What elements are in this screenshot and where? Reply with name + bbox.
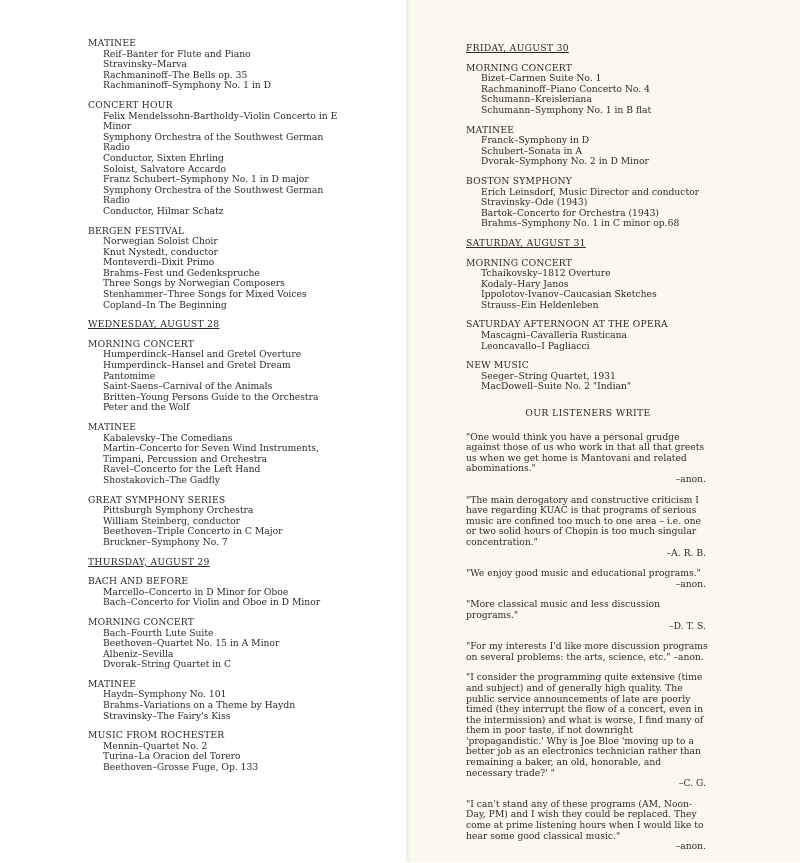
- program-item: Rachmaninoff–Piano Concerto No. 4: [481, 83, 650, 95]
- program-item: Beethoven–Triple Concerto in C Major: [103, 526, 283, 538]
- program-block: [88, 340, 338, 414]
- program-heading: MUSIC FROM ROCHESTER: [88, 730, 225, 742]
- program-item: Brahms–Symphony No. 1 in C minor op.68: [481, 218, 680, 230]
- program-block: [88, 731, 338, 773]
- program-item: Leoncavallo–I Pagliacci: [481, 340, 590, 352]
- program-heading: MORNING CONCERT: [88, 616, 195, 628]
- program-block: [466, 64, 710, 117]
- program-item: Symphony Orchestra of the Southwest German Radio: [103, 131, 324, 154]
- date-heading: WEDNESDAY, AUGUST 28: [88, 319, 220, 331]
- program-item: Kodaly–Hary Janos: [481, 278, 569, 290]
- program-item: Beethoven–Grosse Fuge, Op. 133: [103, 762, 259, 774]
- program-item: Franz Schubert–Symphony No. 1 in D major: [103, 174, 309, 186]
- program-item: Bartok–Concerto for Orchestra (1943): [481, 207, 660, 219]
- program-heading: MATINEE: [88, 422, 137, 433]
- program-block: [88, 101, 338, 218]
- program-item: Martin–Concerto for Seven Wind Instruments, Timpani, Percussion and Orchestra: [103, 443, 320, 465]
- listener-letter: [466, 569, 710, 590]
- listeners-title: OUR LISTENERS WRITE: [525, 408, 651, 420]
- page-gutter: [406, 0, 410, 862]
- program-item: Turina–La Oracion del Torero: [103, 751, 241, 763]
- program-item: Reif–Banter for Flute and Piano: [103, 48, 251, 60]
- letter-text: "More classical music and less discussion programs.": [466, 599, 661, 621]
- listener-letter: [466, 642, 710, 663]
- letter-text: "One would think you have a personal grudge against those of us who work in that all that greets us when we get home is Mantovani and related abominations.": [466, 431, 705, 475]
- letter-attribution: –C. G.: [678, 778, 706, 790]
- program-item: Three Songs by Norwegian Composers: [103, 278, 285, 290]
- listener-letter: [466, 800, 710, 853]
- program-item: Franck–Symphony in D: [481, 135, 590, 147]
- program-heading: SATURDAY AFTERNOON AT THE OPERA: [466, 319, 668, 331]
- program-item: Britten–Young Persons Guide to the Orchestra: [103, 391, 319, 403]
- program-item: Kabalevsky–The Comedians: [103, 432, 233, 444]
- program-block: [88, 39, 338, 92]
- program-item: Peter and the Wolf: [103, 402, 190, 414]
- program-item: Monteverdi–Dixit Primo: [103, 257, 215, 269]
- program-heading: CONCERT HOUR: [88, 99, 173, 111]
- program-block: [466, 177, 710, 230]
- program-item: Schumann–Symphony No. 1 in B flat: [481, 104, 652, 116]
- program-item: Rachmaninoff–Symphony No. 1 in D: [103, 80, 271, 92]
- program-heading: MATINEE: [88, 678, 137, 690]
- program-item: Bach–Concerto for Violin and Oboe in D Minor: [103, 597, 321, 609]
- program-block: [88, 496, 338, 549]
- letters-list: [466, 433, 710, 853]
- program-block: [88, 618, 338, 671]
- program-item: Seeger–String Quartet, 1931: [481, 370, 616, 382]
- listener-letter: [466, 433, 710, 486]
- letter-text: "We enjoy good music and educational programs.": [466, 568, 701, 580]
- program-item: Bach–Fourth Lute Suite: [103, 627, 214, 639]
- program-item: Bizet–Carmen Suite No. 1: [481, 73, 602, 85]
- program-heading: BACH AND BEFORE: [88, 576, 189, 588]
- program-item: Brahms–Variations on a Theme by Haydn: [103, 700, 296, 712]
- program-heading: BOSTON SYMPHONY: [466, 175, 572, 187]
- letter-text: "I consider the programming quite extensive (time and subject) and of generally high quality. The public service announcements of late are poorly timed (they interrupt the flow of a concert, even in the intermission) and what is worse, I find many of them in poor taste, if not downright 'propagandistic.' Why is Joe Bloe 'moving up to a better job as an electronics technician rather than remaining a baker, an old, honorable, and necessary trade?' ": [466, 672, 704, 779]
- program-item: MacDowell–Suite No. 2 "Indian": [481, 381, 632, 393]
- program-block: [466, 320, 710, 352]
- date-heading: THURSDAY, AUGUST 29: [88, 556, 210, 568]
- program-heading: MORNING CONCERT: [466, 257, 573, 269]
- program-heading: NEW MUSIC: [466, 360, 530, 372]
- program-item: Mascagni–Cavalleria Rusticana: [481, 330, 627, 342]
- program-item: William Steinberg, conductor: [103, 515, 241, 527]
- letter-attribution: –anon.: [675, 474, 706, 485]
- program-block: [466, 361, 710, 393]
- letter-attribution: –D. T. S.: [669, 620, 706, 632]
- program-item: Norwegian Soloist Choir: [103, 236, 218, 248]
- program-block: [466, 259, 710, 312]
- program-item: Conductor, Sixten Ehrling: [103, 152, 224, 164]
- program-block: [466, 126, 710, 168]
- right-schedule: [466, 44, 710, 393]
- program-item: Saint-Saens–Carnival of the Animals: [103, 381, 273, 393]
- program-item: Bruckner–Symphony No. 7: [103, 536, 228, 548]
- letter-text: "For my interests I'd like more discussion programs on several problems: the arts, science, etc." –anon.: [466, 641, 708, 663]
- right-column: [466, 44, 710, 863]
- program-item: Ippolotov-Ivanov–Caucasian Sketches: [481, 289, 657, 301]
- letter-attribution: –anon.: [675, 841, 706, 853]
- program-item: Humperdinck–Hansel and Gretel Dream Pantomime: [103, 360, 291, 382]
- program-item: Soloist, Salvatore Accardo: [103, 163, 227, 175]
- program-item: Beethoven–Quartet No. 15 in A Minor: [103, 638, 280, 650]
- program-item: Felix Mendelssohn-Bartholdy–Violin Concerto in E Minor: [103, 110, 338, 133]
- program-item: Haydn–Symphony No. 101: [103, 689, 227, 701]
- program-item: Mennin–Quartet No. 2: [103, 740, 208, 752]
- program-heading: MORNING CONCERT: [466, 62, 573, 74]
- program-item: Albeniz–Sevilla: [103, 648, 174, 660]
- program-item: Dvorak–Symphony No. 2 in D Minor: [481, 156, 649, 168]
- program-item: Marcello–Concerto in D Minor for Oboe: [103, 586, 289, 598]
- letter-attribution: –A. R. B.: [666, 547, 706, 559]
- program-item: Shostakovich–The Gadfly: [103, 474, 220, 486]
- program-item: Brahms–Fest und Gedenkspruche: [103, 267, 260, 279]
- program-heading: MATINEE: [466, 124, 515, 136]
- date-heading: FRIDAY, AUGUST 30: [466, 43, 569, 54]
- program-item: Knut Nystedt, conductor: [103, 246, 218, 258]
- program-block: [88, 680, 338, 722]
- program-item: Stenhammer–Three Songs for Mixed Voices: [103, 289, 307, 301]
- program-item: Stravinsky–Marva: [103, 59, 187, 71]
- program-heading: MORNING CONCERT: [88, 338, 195, 350]
- program-item: Conductor, Hilmar Schatz: [103, 205, 224, 217]
- program-item: Erich Leinsdorf, Music Director and conductor: [481, 186, 700, 198]
- listener-letter: [466, 496, 710, 560]
- program-item: Schumann–Kreisleriana: [481, 94, 592, 106]
- left-column: [88, 39, 338, 783]
- program-block: [88, 227, 338, 312]
- program-item: Humperdinck–Hansel and Gretel Overture: [103, 349, 302, 361]
- program-item: Ravel–Concerto for the Left Hand: [103, 464, 261, 476]
- program-item: Strauss–Ein Heldenleben: [481, 299, 599, 311]
- program-heading: MATINEE: [88, 38, 137, 49]
- listener-letter: [466, 600, 710, 632]
- letter-text: "I can't stand any of these programs (AM, Noon-Day, PM) and I wish they could be replaced. They come at prime listening hours when I would like to hear some good classical music.": [466, 798, 704, 842]
- program-heading: BERGEN FESTIVAL: [88, 225, 185, 237]
- program-item: Rachmaninoff–The Bells op. 35: [103, 69, 248, 81]
- program-item: Symphony Orchestra of the Southwest German Radio: [103, 184, 324, 207]
- program-item: Stravinsky–The Fairy's Kiss: [103, 710, 231, 722]
- program-item: Tchaikovsky–1812 Overture: [481, 268, 611, 280]
- program-item: Pittsburgh Symphony Orchestra: [103, 505, 254, 517]
- program-heading: GREAT SYMPHONY SERIES: [88, 494, 226, 506]
- program-item: Stravinsky–Ode (1943): [481, 197, 588, 209]
- letter-text: "The main derogatory and constructive criticism I have regarding KUAC is that programs of serious music are confined too much to one area – i.e. one or two solid hours of Chopin is too much singular concentration.": [466, 494, 701, 548]
- program-block: [88, 577, 338, 609]
- date-heading: SATURDAY, AUGUST 31: [466, 237, 586, 249]
- program-item: Dvorak–String Quartet in C: [103, 659, 232, 671]
- listener-letter: [466, 673, 710, 790]
- letter-attribution: –anon.: [675, 578, 706, 590]
- program-item: Copland–In The Beginning: [103, 299, 227, 311]
- program-block: [88, 423, 338, 487]
- program-item: Schubert–Sonata in A: [481, 145, 582, 157]
